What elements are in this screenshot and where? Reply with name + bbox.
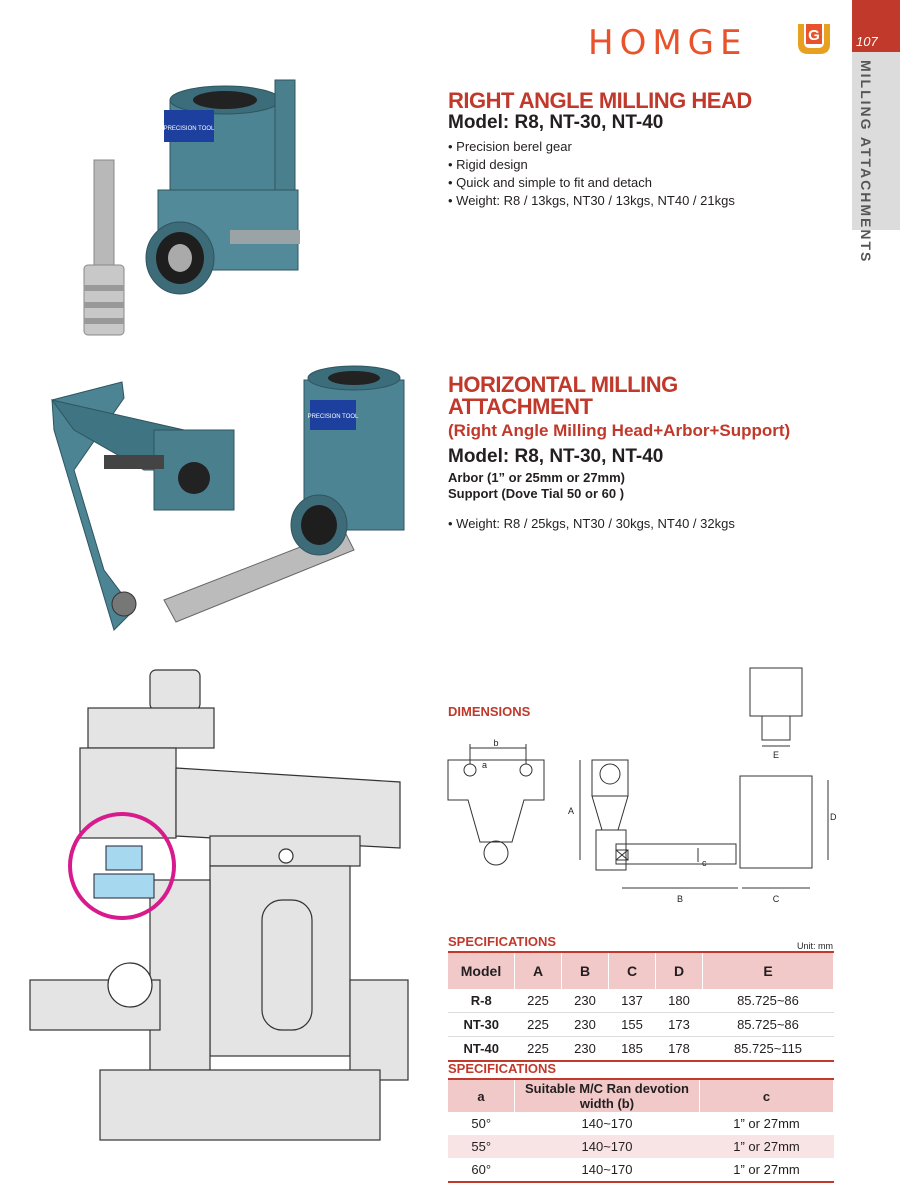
table-cell: 225 — [515, 1037, 562, 1062]
table-cell: 225 — [515, 989, 562, 1013]
product2-image-tag: PRECISION TOOL — [307, 414, 359, 420]
spec1-col-header: E — [703, 952, 834, 989]
product1-title: RIGHT ANGLE MILLING HEAD — [448, 88, 752, 113]
product1-feature: • Quick and simple to fit and detach — [448, 174, 735, 192]
table-cell: 55° — [448, 1135, 515, 1158]
spec1-heading: SPECIFICATIONS — [448, 934, 557, 949]
spec1-unit: Unit: mm — [797, 941, 833, 951]
spec1-col-header: C — [609, 952, 656, 989]
table-cell: 50° — [471, 1116, 492, 1131]
dim-label-B: B — [676, 894, 684, 904]
spec-table-2 — [448, 1078, 834, 1183]
brand-logo-text: HOMGE — [588, 23, 748, 63]
table-cell: 1” or 27mm — [733, 1116, 800, 1131]
table-cell: NT-30 — [448, 1013, 515, 1037]
spec1-col-header: B — [562, 952, 609, 989]
dim-label-D: D — [830, 812, 837, 822]
table-cell: 230 — [562, 1013, 609, 1037]
brand-logo-icon — [794, 20, 834, 58]
product2-title-line1: HORIZONTAL MILLING — [448, 372, 678, 397]
product2-arbor: Arbor (1” or 25mm or 27mm) — [448, 470, 625, 485]
dimensions-heading: DIMENSIONS — [448, 704, 531, 719]
table-row — [448, 989, 834, 1013]
spec1-col-header: Model — [448, 952, 515, 989]
table-cell: 85.725~86 — [703, 989, 834, 1013]
right-angle-milling-head-image — [70, 70, 390, 350]
table-cell: 225 — [515, 1013, 562, 1037]
product1-feature: • Precision berel gear — [448, 138, 735, 156]
product1-feature: • Weight: R8 / 13kgs, NT30 / 13kgs, NT40 / 21kgs — [448, 192, 735, 210]
table-cell: 173 — [656, 1013, 703, 1037]
spec1-col-header: A — [515, 952, 562, 989]
table-cell: 185 — [609, 1037, 656, 1062]
table-cell: 140~170 — [581, 1116, 633, 1131]
dimensions-drawing — [440, 660, 840, 920]
table-cell: R-8 — [448, 989, 515, 1013]
dim-label-C: C — [772, 894, 780, 904]
table-row — [448, 1013, 834, 1037]
product1-feature: • Rigid design — [448, 156, 735, 174]
table-cell: 155 — [609, 1013, 656, 1037]
table-cell: 180 — [656, 989, 703, 1013]
table-cell: 1” or 27mm — [700, 1135, 834, 1158]
table-cell: 140~170 — [515, 1135, 700, 1158]
spec1-col-header: D — [656, 952, 703, 989]
dim-label-b: b — [493, 738, 499, 748]
spec2-heading: SPECIFICATIONS — [448, 1061, 557, 1076]
product2-support: Support (Dove Tial 50 or 60 ) — [448, 486, 625, 501]
milling-machine-drawing — [0, 660, 420, 1180]
product2-model: Model: R8, NT-30, NT-40 — [448, 446, 664, 467]
table-row — [448, 1158, 834, 1182]
spec2-col-header: Suitable M/C Ran devotion width (b) — [515, 1079, 700, 1112]
section-title: MILLING ATTACHMENTS — [858, 60, 874, 264]
table-cell: 1” or 27mm — [700, 1158, 834, 1182]
product2-features — [448, 515, 735, 533]
product2-feature: • Weight: R8 / 25kgs, NT30 / 30kgs, NT40 / 32kgs — [448, 515, 735, 533]
dim-label-E: E — [772, 750, 780, 760]
table-row — [448, 1135, 834, 1158]
dim-label-c: c — [702, 858, 707, 868]
brand-mark-letter: G — [808, 27, 820, 44]
product2-title-line2: ATTACHMENT — [448, 394, 593, 419]
table-cell: 230 — [562, 989, 609, 1013]
product1-features — [448, 138, 735, 210]
horizontal-milling-attachment-image — [44, 360, 424, 640]
spec2-col-header: a — [448, 1079, 515, 1112]
table-cell: 178 — [656, 1037, 703, 1062]
table-cell: 85.725~86 — [703, 1013, 834, 1037]
spec2-col-header: c — [700, 1079, 834, 1112]
table-cell: NT-40 — [448, 1037, 515, 1062]
page-number: 107 — [856, 34, 878, 49]
table-cell: 140~170 — [515, 1158, 700, 1182]
product1-image-tag: PRECISION TOOL — [163, 126, 215, 132]
table-row — [448, 1112, 834, 1135]
product2-subtitle: (Right Angle Milling Head+Arbor+Support) — [448, 421, 791, 440]
dim-label-a: a — [482, 760, 488, 770]
table-cell: 137 — [609, 989, 656, 1013]
dim-label-A: A — [568, 806, 575, 816]
product1-model: Model: R8, NT-30, NT-40 — [448, 112, 664, 133]
table-cell: 230 — [562, 1037, 609, 1062]
table-row — [448, 1037, 834, 1062]
table-cell: 60° — [448, 1158, 515, 1182]
table-cell: 85.725~115 — [703, 1037, 834, 1062]
spec-table-1 — [448, 951, 834, 1062]
